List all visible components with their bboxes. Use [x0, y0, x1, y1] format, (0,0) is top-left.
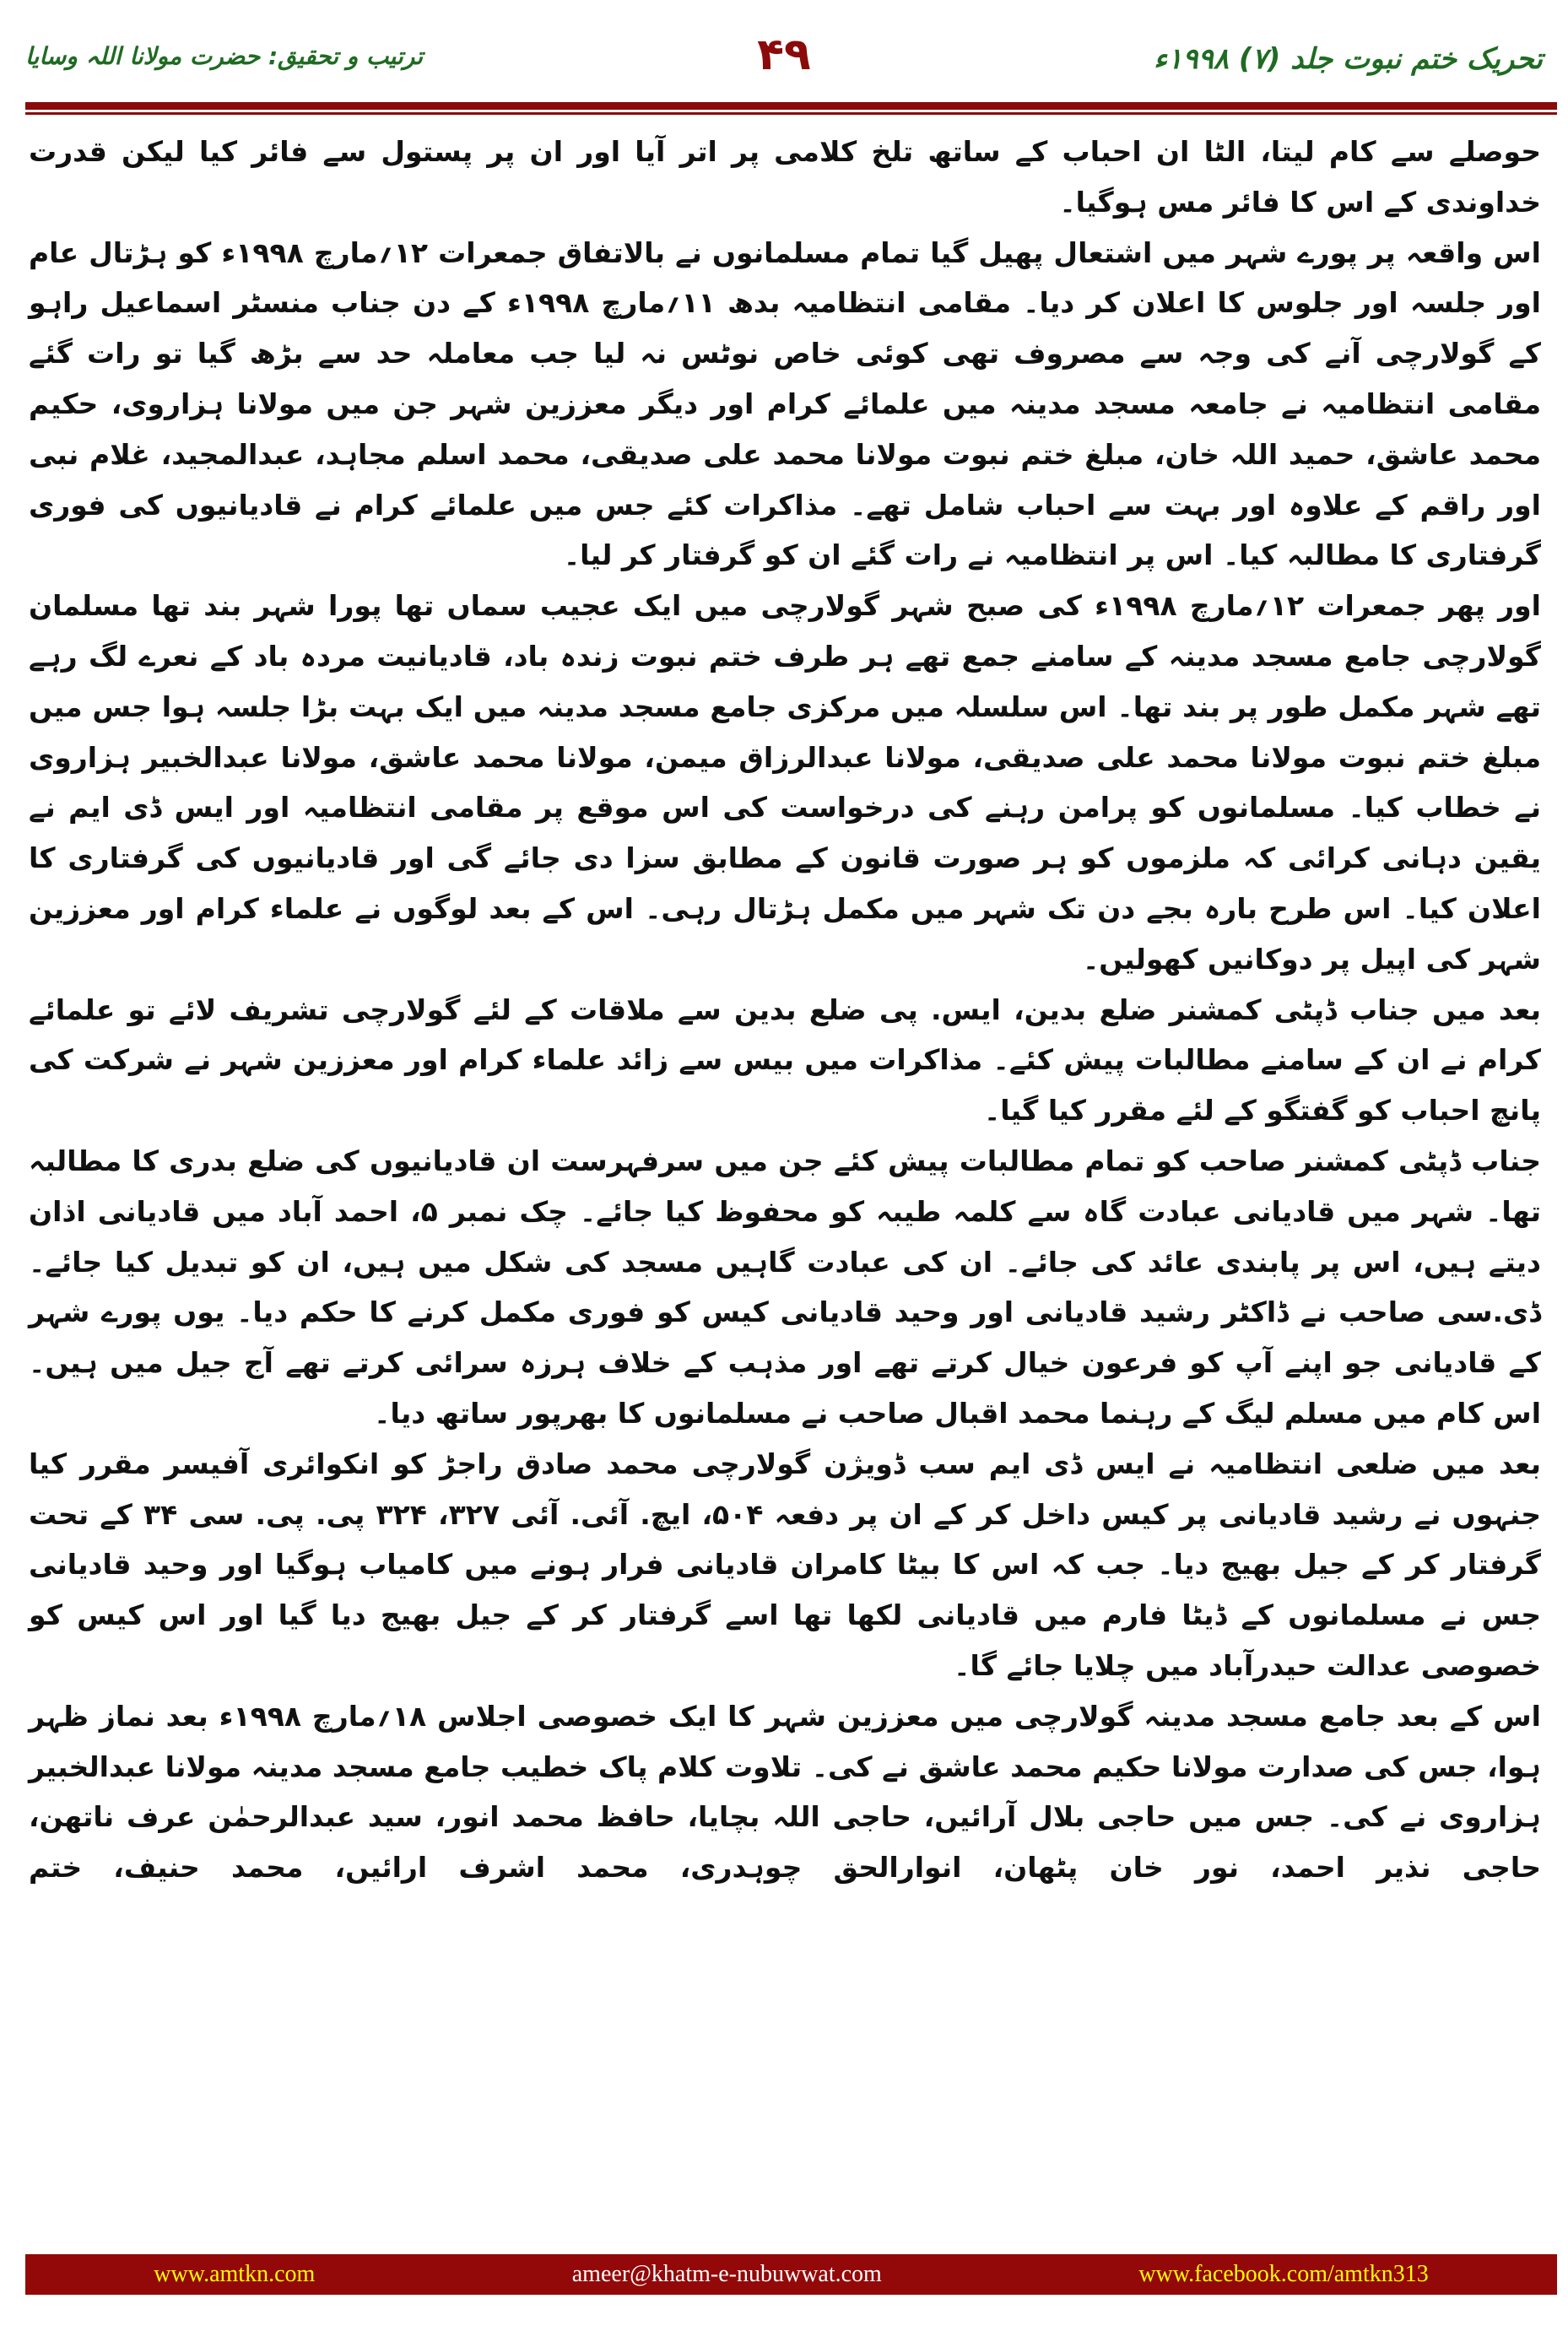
- facebook-link[interactable]: www.facebook.com/amtkn313: [1138, 2261, 1429, 2287]
- compiler-credit: ترتیب و تحقیق: حضرت مولانا اللہ وسایا: [25, 42, 423, 70]
- paragraph: اس کے بعد جامع مسجد مدینہ گولارچی میں معززین شہر کا ایک خصوصی اجلاس ۱۸؍مارچ ۱۹۹۸ء بعد نماز ظہر ہوا، جس کی صدارت مولانا حکیم محمد عاشق نے کی۔ تلاوت کلام پاک خطیب جامع مسجد مدینہ مولانا عبدالخبیر ہزاروی نے کی۔ جس میں حاجی بلال آرائیں، حاجی اللہ بچایا، حافظ محمد انور، سید عبدالرحمٰن عرف ناتھن، حاجی نذیر احمد، نور خان پٹھان، انوارالحق چوہدری، محمد اشرف ارائیں، محمد حنیف، ختم: [29, 1699, 1541, 1885]
- website-link[interactable]: www.amtkn.com: [154, 2261, 316, 2287]
- paragraph: بعد میں جناب ڈپٹی کمشنر ضلع بدین، ایس. پی ضلع بدین سے ملاقات کے لئے گولارچی تشریف لائے تو علمائے کرام نے ان کے سامنے مطالبات پیش کئے۔ مذاکرات میں بیس سے زائد علماء کرام اور معززین شہر نے شرکت کی پانچ احباب کو گفتگو کے لئے مقرر کیا گیا۔: [29, 993, 1541, 1128]
- header-divider-thin: [25, 112, 1557, 115]
- page-footer: [25, 2254, 1557, 2295]
- book-title: تحریک ختم نبوت جلد (۷) ۱۹۹۸ء: [1154, 42, 1543, 76]
- paragraph: اور پھر جمعرات ۱۲؍مارچ ۱۹۹۸ء کی صبح شہر گولارچی میں ایک عجیب سماں تھا پورا شہر بند تھا مسلمان گولارچی جامع مسجد مدینہ کے سامنے جمع تھے ہر طرف ختم نبوت زندہ باد، قادیانیت مردہ باد کے نعرے لگ رہے تھے شہر مکمل طور پر بند تھا۔ اس سلسلہ میں مرکزی جامع مسجد مدینہ میں ایک بہت بڑا جلسہ ہوا جس میں مبلغ ختم نبوت مولانا محمد علی صدیقی، مولانا عبدالرزاق میمن، مولانا محمد عاشق، مولانا عبدالخبیر ہزاروی نے خطاب کیا۔ مسلمانوں کو پرامن رہنے کی درخواست کی اس موقع پر مقامی انتظامیہ اور ایس ڈی ایم نے یقین دہانی کرائی کہ ملزموں کو ہر صورت قانون کے مطابق سزا دی جائے گی اور قادیانیوں کی گرفتاری کا اعلان کیا۔ اس طرح بارہ بجے دن تک شہر میں مکمل ہڑتال رہی۔ اس کے بعد لوگوں نے علماء کرام اور معززین شہر کی اپیل پر دوکانیں کھولیں۔: [29, 589, 1541, 976]
- paragraph: اس واقعہ پر پورے شہر میں اشتعال پھیل گیا تمام مسلمانوں نے بالاتفاق جمعرات ۱۲؍مارچ ۱۹۹۸ء کو ہڑتال عام اور جلسہ اور جلوس کا اعلان کر دیا۔ مقامی انتظامیہ بدھ ۱۱؍مارچ ۱۹۹۸ء کے دن جناب منسٹر اسماعیل راہو کے گولارچی آنے کی وجہ سے مصروف تھی کوئی خاص نوٹس نہ لیا جب معاملہ حد سے بڑھ گیا تو رات گئے مقامی انتظامیہ نے جامعہ مسجد مدینہ میں علمائے کرام اور دیگر معززین شہر جن میں مولانا ہزاروی، حکیم محمد عاشق، حمید اللہ خان، مبلغ ختم نبوت مولانا محمد علی صدیقی، محمد اسلم مجاہد، عبدالمجید، غلام نبی اور راقم کے علاوہ اور بہت سے احباب شامل تھے۔ مذاکرات کئے جس میں علمائے کرام نے قادیانیوں کی فوری گرفتاری کا مطالبہ کیا۔ اس پر انتظامیہ نے رات گئے ان کو گرفتار کر لیا۔: [29, 235, 1541, 572]
- body-text: [29, 127, 1541, 1893]
- header-divider-thick: [25, 102, 1557, 110]
- paragraph: جناب ڈپٹی کمشنر صاحب کو تمام مطالبات پیش کئے جن میں سرفہرست ان قادیانیوں کی ضلع بدری کا مطالبہ تھا۔ شہر میں قادیانی عبادت گاہ سے کلمہ طیبہ کو محفوظ کیا جائے۔ چک نمبر ۵، احمد آباد میں قادیانی اذان دیتے ہیں، اس پر پابندی عائد کی جائے۔ ان کی عبادت گاہیں مسجد کی شکل میں ہیں، ان کو تبدیل کیا جائے۔ ڈی.سی صاحب نے ڈاکٹر رشید قادیانی اور وحید قادیانی کیس کو فوری مکمل کرنے کا حکم دیا۔ یوں پورے شہر کے قادیانی جو اپنے آپ کو فرعون خیال کرتے تھے اور مذہب کے خلاف ہرزہ سرائی کرتے تھے آج جیل میں ہیں۔ اس کام میں مسلم لیگ کے رہنما محمد اقبال صاحب نے مسلمانوں کا بھرپور ساتھ دیا۔: [29, 1144, 1541, 1430]
- page-header: [25, 25, 1543, 93]
- paragraph: حوصلے سے کام لیتا، الٹا ان احباب کے ساتھ تلخ کلامی پر اتر آیا اور ان پر پستول سے فائر کیا لیکن قدرت خداوندی کے اس کا فائر مس ہوگیا۔: [29, 135, 1541, 219]
- page-number: ۴۹: [757, 30, 811, 80]
- paragraph: بعد میں ضلعی انتظامیہ نے ایس ڈی ایم سب ڈویژن گولارچی محمد صادق راجڑ کو انکوائری آفیسر مقرر کیا جنہوں نے رشید قادیانی پر کیس داخل کر کے ان پر دفعہ ۵۰۴، ایچ. آئی. آئی ۳۲۷، ۳۲۴ پی. پی. سی ۳۴ کے تحت گرفتار کر کے جیل بھیج دیا۔ جب کہ اس کا بیٹا کامران قادیانی فرار ہونے میں کامیاب ہوگیا اور وحید قادیانی جس نے مسلمانوں کے ڈیٹا فارم میں قادیانی لکھا تھا اسے گرفتار کر کے جیل بھیج دیا گیا اور اس کیس کو خصوصی عدالت حیدرآباد میں چلایا جائے گا۔: [29, 1447, 1541, 1682]
- email-link[interactable]: ameer@khatm-e-nubuwwat.com: [571, 2261, 882, 2287]
